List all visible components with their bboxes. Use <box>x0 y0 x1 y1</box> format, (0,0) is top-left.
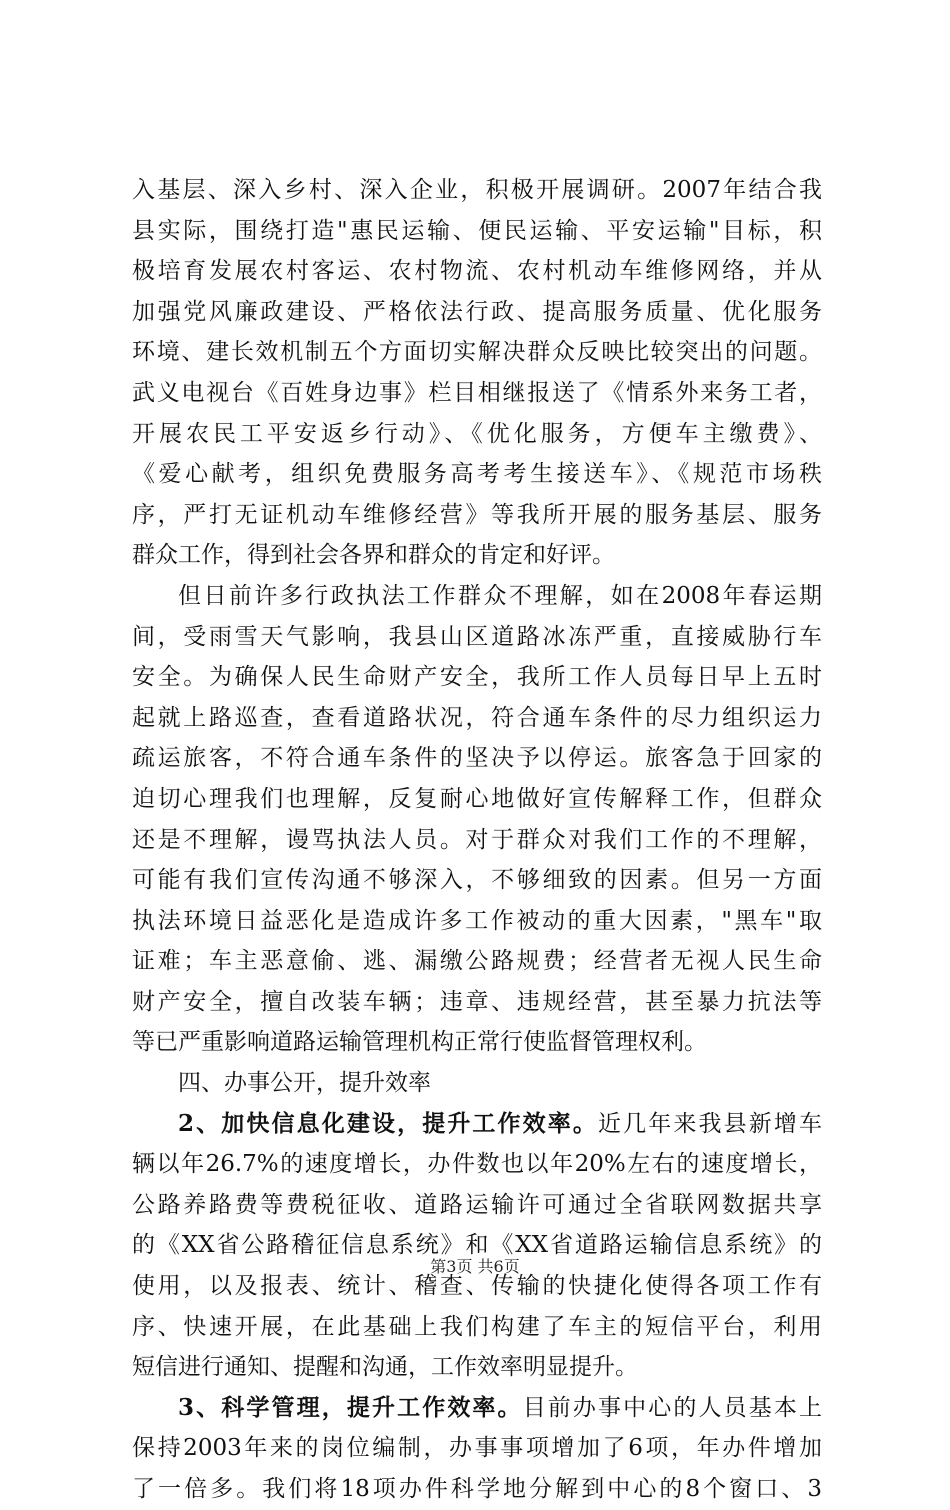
body-line: 安全。为确保人民生命财产安全，我所工作人员每日早上五时 <box>132 664 822 691</box>
body-line: 保持2003年来的岗位编制，办事事项增加了6项，年办件增加 <box>132 1435 822 1462</box>
body-line: 武义电视台《百姓身边事》栏目相继报送了《情系外来务工者， <box>132 379 822 406</box>
body-line: 执法环境日益恶化是造成许多工作被动的重大因素，"黑车"取 <box>132 907 822 934</box>
page-number: 第3页 共6页 <box>430 1257 520 1276</box>
body-line <box>132 1104 822 1145</box>
body-line: 辆以年26.7%的速度增长，办件数也以年20%左右的速度增长， <box>132 1151 822 1178</box>
body-line: 序，严打无证机动车维修经营》等我所开展的服务基层、服务 <box>132 501 822 528</box>
body-line: 加强党风廉政建设、严格依法行政、提高服务质量、优化服务 <box>132 298 822 325</box>
body-line: 可能有我们宣传沟通不够深入，不够细致的因素。但另一方面 <box>132 867 822 894</box>
body-line: 了一倍多。我们将18项办件科学地分解到中心的8个窗口、3 <box>132 1476 822 1502</box>
body-line: 群众工作，得到社会各界和群众的肯定和好评。 <box>132 542 615 569</box>
body-line: 间，受雨雪天气影响，我县山区道路冰冻严重，直接威胁行车 <box>132 623 822 650</box>
body-line: 等已严重影响道路运输管理机构正常行使监督管理权利。 <box>132 1029 707 1056</box>
body-line: 入基层、深入乡村、深入企业，积极开展调研。2007年结合我 <box>132 177 822 203</box>
subsection-heading: 3、科学管理，提升工作效率。 <box>178 1393 523 1421</box>
body-line: 疏运旅客，不符合通车条件的坚决予以停运。旅客急于回家的 <box>132 745 822 772</box>
body-line: 开展农民工平安返乡行动》、《优化服务，方便车主缴费》、 <box>132 420 822 447</box>
body-line: 还是不理解，谩骂执法人员。对于群众对我们工作的不理解， <box>132 826 822 853</box>
body-line: 短信进行通知、提醒和沟通，工作效率明显提升。 <box>132 1354 638 1381</box>
body-line: 迫切心理我们也理解，反复耐心地做好宣传解释工作，但群众 <box>132 785 822 812</box>
body-line: 的《XX省公路稽征信息系统》和《XX省道路运输信息系统》的 <box>132 1232 822 1259</box>
document-body <box>132 170 822 1510</box>
body-line: 极培育发展农村客运、农村物流、农村机动车维修网络，并从 <box>132 258 822 285</box>
body-text: 近几年来我县新增车 <box>598 1110 823 1137</box>
body-line: 起就上路巡查，查看道路状况，符合通车条件的尽力组织运力 <box>132 704 822 731</box>
body-line: 公路养路费等费税征收、道路运输许可通过全省联网数据共享 <box>132 1191 822 1218</box>
body-line <box>132 1388 822 1429</box>
body-line: 县实际，围绕打造"惠民运输、便民运输、平安运输"目标，积 <box>132 217 822 244</box>
body-line: 环境、建长效机制五个方面切实解决群众反映比较突出的问题。 <box>132 339 822 366</box>
body-line: 但日前许多行政执法工作群众不理解，如在2008年春运期 <box>178 582 822 609</box>
body-line: 证难；车主恶意偷、逃、漏缴公路规费；经营者无视人民生命 <box>132 948 822 975</box>
body-line: 财产安全，擅自改装车辆；违章、违规经营，甚至暴力抗法等 <box>132 988 822 1015</box>
body-line: 使用，以及报表、统计、稽查、传输的快捷化使得各项工作有 <box>132 1273 822 1300</box>
body-line: 《爱心献考，组织免费服务高考考生接送车》、《规范市场秩 <box>132 461 822 488</box>
section-heading: 四、办事公开，提升效率 <box>178 1070 431 1097</box>
body-line: 序、快速开展，在此基础上我们构建了车主的短信平台，利用 <box>132 1313 822 1340</box>
body-text: 目前办事中心的人员基本上 <box>522 1394 823 1421</box>
subsection-heading: 2、加快信息化建设，提升工作效率。 <box>178 1109 599 1137</box>
